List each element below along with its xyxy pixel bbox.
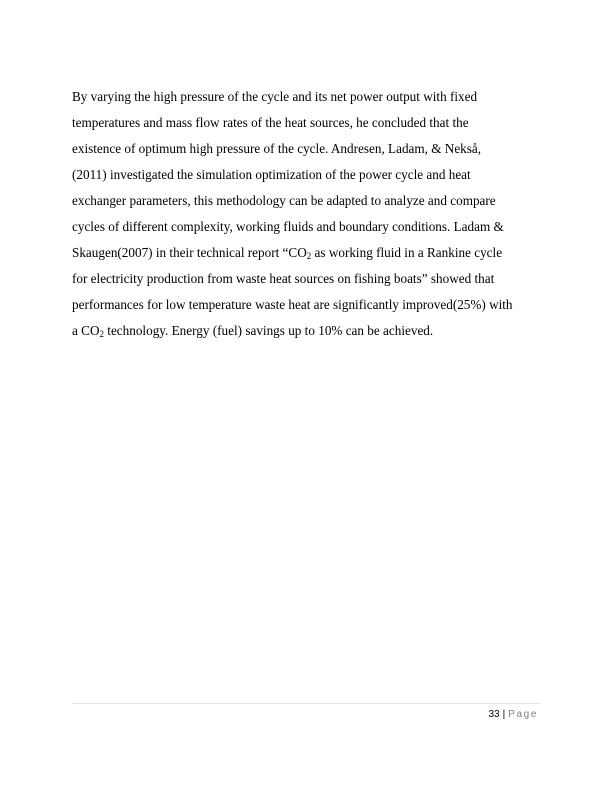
paragraph-line: temperatures and mass flow rates of the heat sources, he concluded that the — [72, 115, 469, 130]
paragraph-line: exchanger parameters, this methodology can be adapted to analyze and compare — [72, 193, 496, 208]
subscript-2: 2 — [99, 329, 104, 339]
paragraph-line: a $CO_2$ technology. Energy (fuel) savings up to 10% can be achieved. — [72, 323, 434, 339]
paragraph-line: cycles of different complexity, working fluids and boundary conditions. Ladam & — [72, 219, 504, 234]
paragraph-line: (2011) investigated the simulation optimization of the power cycle and heat — [72, 167, 471, 182]
page-number: 33 — [488, 709, 500, 720]
paragraph-line: Skaugen(2007) in their technical report “$CO_2$ as working fluid in a Rankine cycle — [72, 245, 503, 261]
page-footer — [489, 709, 539, 720]
paragraph-line: By varying the high pressure of the cycle and its net power output with fixed — [72, 89, 478, 104]
paragraph-line: existence of optimum high pressure of the cycle. Andresen, Ladam, & Nekså, — [72, 141, 482, 156]
page-label: Page — [508, 709, 538, 720]
paragraph-line: performances for low temperature waste heat are significantly improved(25%) with — [72, 297, 513, 312]
body-paragraph — [72, 84, 542, 344]
footer-separator: | — [502, 709, 506, 720]
paragraph-line: for electricity production from waste heat sources on fishing boats” showed that — [72, 271, 495, 286]
footer-divider — [72, 703, 541, 704]
subscript-2: 2 — [306, 251, 312, 261]
